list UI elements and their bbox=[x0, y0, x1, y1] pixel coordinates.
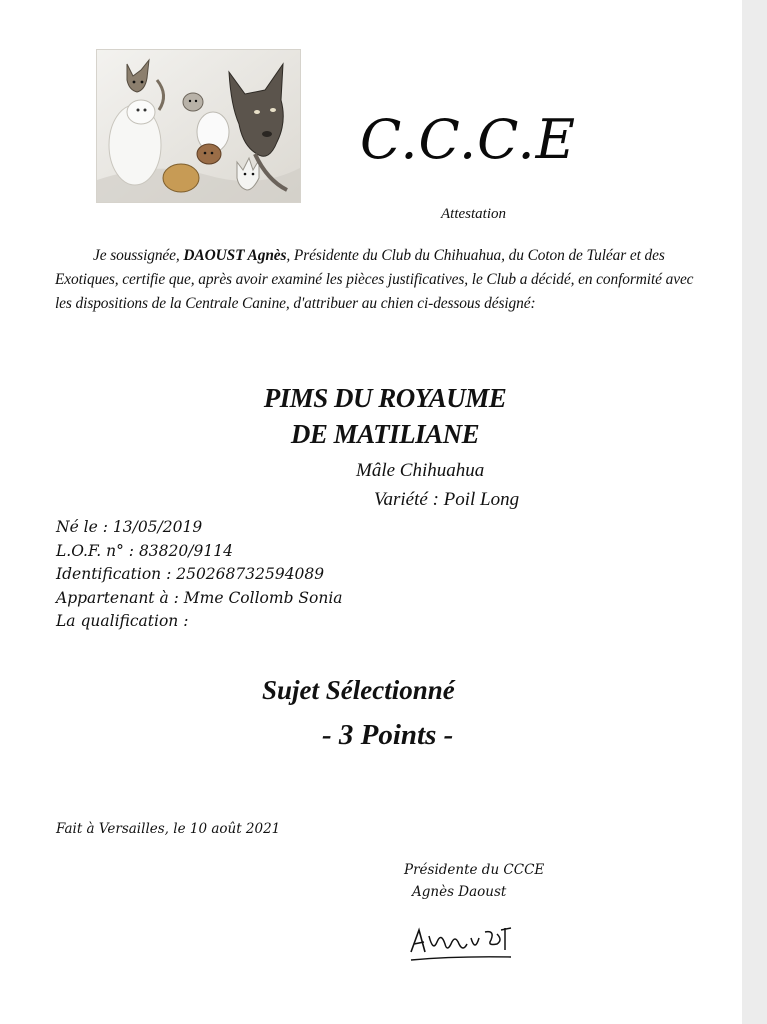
intro-prefix: Je soussignée, bbox=[93, 247, 184, 264]
birth-date: Né le : 13/05/2019 bbox=[56, 518, 203, 536]
qualification-label: La qualification : bbox=[56, 612, 189, 630]
points-result: - 3 Points - bbox=[322, 719, 454, 751]
dogs-illustration-icon bbox=[97, 50, 300, 202]
dog-name bbox=[200, 380, 570, 452]
dog-variety: Variété : Poil Long bbox=[374, 489, 520, 510]
intro-body: , Présidente du Club du Chihuahua, du Coton de Tuléar et des Exotiques, certifie que, après avoir examiné les pièces justificatives, le Club a décidé, en conformité avec les dispositions de la Centrale Canine, d'attribuer au chien ci-dessous désigné: bbox=[55, 247, 694, 312]
dog-name-line-2: DE MATILIANE bbox=[290, 419, 480, 449]
qualification-result: Sujet Sélectionné bbox=[262, 675, 455, 705]
identification-number: Identification : 250268732594089 bbox=[56, 565, 325, 583]
dog-details bbox=[56, 516, 343, 634]
lof-number: L.O.F. n° : 83820/9114 bbox=[56, 541, 233, 560]
handwritten-signature bbox=[405, 922, 520, 964]
document-subtitle: Attestation bbox=[441, 206, 506, 222]
place-and-date: Fait à Versailles, le 10 août 2021 bbox=[56, 821, 281, 837]
dog-breed: Mâle Chihuahua bbox=[356, 460, 485, 481]
signatory-role: Présidente du CCCE bbox=[404, 862, 545, 878]
club-logo-image bbox=[96, 49, 301, 203]
club-title: C.C.C.E bbox=[360, 108, 577, 171]
intro-paragraph bbox=[55, 244, 705, 316]
dog-name-line-1: PIMS DU ROYAUME bbox=[263, 383, 507, 413]
signatory-printed-name: Agnès Daoust bbox=[412, 884, 507, 900]
signatory-name: DAOUST Agnès bbox=[183, 247, 287, 264]
owner: Appartenant à : Mme Collomb Sonia bbox=[56, 588, 343, 607]
